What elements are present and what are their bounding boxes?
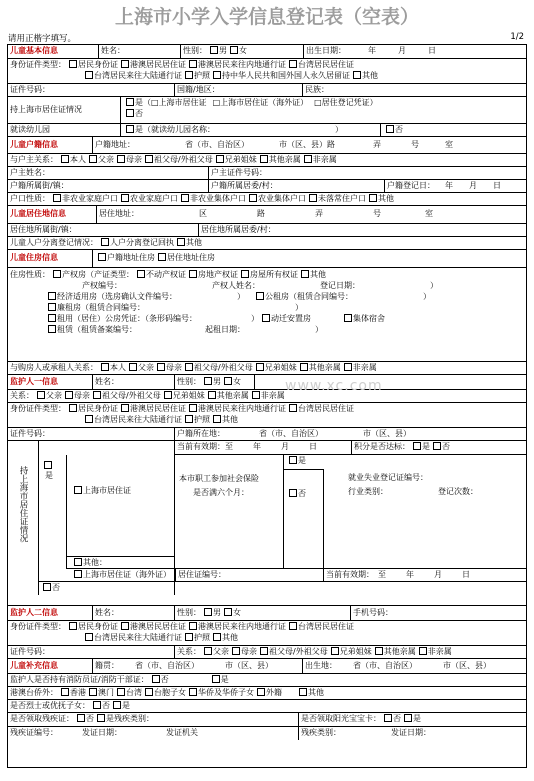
- g1-relation-checkbox[interactable]: [252, 391, 260, 399]
- hukou-nature-row: 户口性质： 非农业家庭户口 农业家庭户口 非农业集体户口 农业集体户口 未落常住户口 其他: [8, 192, 526, 205]
- relation-checkbox[interactable]: [117, 155, 125, 163]
- house-nature-checkbox[interactable]: [48, 292, 56, 300]
- nature-checkbox[interactable]: [249, 194, 257, 202]
- buyer-checkbox[interactable]: [129, 363, 137, 371]
- g2-id-number-label: 证件号码：: [10, 647, 50, 656]
- buyer-checkbox[interactable]: [157, 363, 165, 371]
- g2-name-label: 姓名：: [92, 606, 174, 620]
- kindergarten-label: 就读幼儿园: [10, 125, 50, 134]
- g1-relation-checkbox[interactable]: [65, 391, 73, 399]
- g1-id-type-checkbox[interactable]: [85, 415, 93, 423]
- house-nature-checkbox[interactable]: [262, 314, 270, 322]
- g2-phone-label: 手机号码：: [350, 606, 526, 620]
- g2-relation-checkbox[interactable]: [260, 647, 268, 655]
- fire-no-checkbox[interactable]: [152, 675, 160, 683]
- buyer-checkbox[interactable]: [185, 363, 193, 371]
- child-female-checkbox[interactable]: [230, 46, 238, 54]
- g1-relation-checkbox[interactable]: [208, 391, 216, 399]
- g1-permit-other-checkbox[interactable]: [74, 558, 82, 566]
- child-gender-label: 性别：: [183, 46, 207, 55]
- nature-checkbox[interactable]: [181, 194, 189, 202]
- nature-checkbox[interactable]: [309, 194, 317, 202]
- instruction-text: 请用正楷字填写。: [8, 34, 77, 44]
- kindergarten-no-checkbox[interactable]: [386, 125, 394, 133]
- house-nature-checkbox[interactable]: [53, 270, 61, 278]
- g1-permit-yes-checkbox[interactable]: [44, 461, 52, 469]
- g1-permit-vertical-label: 持上海市居住证情况: [18, 466, 28, 543]
- martyr-yes-checkbox[interactable]: [113, 701, 121, 709]
- g2-id-type-row: 身份证件类型： 居民身份证 港澳居民居住证 港澳居民来往内地通行证 台湾居民居住证 台湾居民来往大陆通行证 护照 其他: [8, 620, 526, 645]
- extra-origin-row: 儿童补充信息 籍贯： 省（市、自治区） 市（区、县） 出生地： 省（市、自治区） 市（区、县）: [8, 658, 526, 673]
- residence-yes-checkbox[interactable]: [126, 98, 134, 106]
- g2-female-checkbox[interactable]: [224, 608, 232, 616]
- child-male-checkbox[interactable]: [210, 46, 218, 54]
- g2-relation-checkbox[interactable]: [375, 647, 383, 655]
- hk-checkbox[interactable]: [61, 688, 69, 696]
- g2-male-checkbox[interactable]: [204, 608, 212, 616]
- buyer-checkbox[interactable]: [101, 363, 109, 371]
- id-type-checkbox[interactable]: [69, 60, 77, 68]
- g2-id-type-checkbox[interactable]: [213, 633, 221, 641]
- sunshine-yes-checkbox[interactable]: [404, 714, 412, 722]
- section-guardian-2: 监护人二信息: [10, 608, 58, 617]
- live-address-row: 儿童居住地信息 居住地址： 区 路 弄 号 室: [8, 205, 526, 223]
- page-number: 1/2: [510, 32, 524, 42]
- id-type-checkbox[interactable]: [85, 71, 93, 79]
- kindergarten-row: 就读幼儿园 是（就读幼儿园名称： ） 否: [8, 123, 526, 136]
- disability-no-checkbox[interactable]: [77, 714, 85, 722]
- house-type-checkbox[interactable]: [158, 253, 166, 261]
- house-nature-checkbox[interactable]: [48, 303, 56, 311]
- child-residence-row: 持上海市居住证情况 是（□上海市居住证 □上海市居住证（海外证） □居住登记凭证） 否: [8, 96, 526, 123]
- live-street-row: [8, 223, 526, 236]
- g2-relation-checkbox[interactable]: [419, 647, 427, 655]
- g1-points-yes-checkbox[interactable]: [413, 442, 421, 450]
- hukou-owner-row: [8, 166, 526, 179]
- child-id-no-row: [8, 83, 526, 96]
- g1-id-type-checkbox[interactable]: [289, 404, 297, 412]
- g1-permit-block: 持上海市居住证情况 是 上海市居住证 当前有效期：至 年 月 日 积分是否达标： 是 否 本市职工参加社会保险 是否满六个月： 是 否 就业失业登记证编号： 行业类别： 登记次数： 上海市居住证（海外证） 居住证编号： 当前有效期： 至 年 月 日 其他： 否: [8, 440, 526, 595]
- g2-id-type-checkbox[interactable]: [69, 622, 77, 630]
- section-residence: 儿童居住地信息: [10, 209, 66, 218]
- hk-checkbox[interactable]: [89, 688, 97, 696]
- deed-type-checkbox[interactable]: [137, 270, 145, 278]
- g1-name-label: 姓名：: [92, 375, 174, 389]
- owner-name-label: 户主姓名：: [10, 168, 50, 177]
- id-type-checkbox[interactable]: [189, 60, 197, 68]
- g2-id-type-checkbox[interactable]: [85, 633, 93, 641]
- page-title: 上海市小学入学信息登记表（空表）: [114, 6, 419, 28]
- g1-id-type-checkbox[interactable]: [121, 404, 129, 412]
- live-committee-label: 居住地所属居委/村：: [198, 224, 526, 236]
- residence-permit-label: 持上海市居住证情况: [10, 105, 82, 114]
- buyer-checkbox[interactable]: [256, 363, 264, 371]
- section-housing: 儿童住房信息: [10, 253, 58, 262]
- g1-name-row: 监护人一信息 姓名： 性别： 男 女: [8, 374, 526, 389]
- id-type-label: 身份证件类型：: [10, 60, 66, 69]
- deed-type-checkbox[interactable]: [301, 270, 309, 278]
- child-id-type-row: 身份证件类型： 居民身份证 港澳居民居住证 港澳居民来往内地通行证 台湾居民居住证 台湾居民来往大陆通行证 护照 持中华人民共和国外国人永久居留证 其他: [8, 58, 526, 83]
- separate-checkbox[interactable]: [177, 238, 185, 246]
- section-child-basic: 儿童基本信息: [10, 46, 58, 55]
- birth-date-label: 出生日期：: [306, 46, 346, 55]
- hk-checkbox[interactable]: [117, 688, 125, 696]
- g1-relation-checkbox[interactable]: [37, 391, 45, 399]
- house-type-checkbox[interactable]: [98, 253, 106, 261]
- g2-id-type-checkbox[interactable]: [185, 633, 193, 641]
- house-nature-checkbox[interactable]: [48, 325, 56, 333]
- hukou-street-label: 户籍所属街/镇：: [10, 181, 69, 190]
- hukou-address-row: 儿童户籍信息 户籍地址： 省（市、自治区） 市（区、县）路 弄 号 室: [8, 136, 526, 153]
- g1-social-yes-checkbox[interactable]: [289, 456, 297, 464]
- buyer-checkbox[interactable]: [344, 363, 352, 371]
- g2-relation-checkbox[interactable]: [204, 647, 212, 655]
- g1-permit-overseas-checkbox[interactable]: [74, 570, 82, 578]
- martyr-no-checkbox[interactable]: [93, 701, 101, 709]
- relation-checkbox[interactable]: [216, 155, 224, 163]
- relation-checkbox[interactable]: [145, 155, 153, 163]
- relation-checkbox[interactable]: [89, 155, 97, 163]
- extra-hk-row: 港澳台侨外： 香港 澳门 台湾 台胞子女 华侨及华侨子女 外籍 其他: [8, 686, 526, 699]
- hk-checkbox[interactable]: [257, 688, 265, 696]
- g1-id-type-checkbox[interactable]: [185, 415, 193, 423]
- section-extra: 儿童补充信息: [10, 661, 58, 670]
- deed-type-checkbox[interactable]: [241, 270, 249, 278]
- hk-checkbox[interactable]: [145, 688, 153, 696]
- nature-checkbox[interactable]: [53, 194, 61, 202]
- watermark: www.xc.com: [285, 378, 383, 394]
- id-type-checkbox[interactable]: [121, 60, 129, 68]
- house-nature-checkbox[interactable]: [344, 314, 352, 322]
- registration-form: [7, 44, 527, 768]
- nature-checkbox[interactable]: [121, 194, 129, 202]
- g1-relation-checkbox[interactable]: [93, 391, 101, 399]
- child-name-row: 儿童基本信息 姓名： 性别： 男 女 出生日期： 年 月 日: [8, 45, 526, 58]
- child-name-label: 姓名：: [101, 46, 125, 55]
- house-detail-row: 住房性质： 产权房（产证类型： 不动产权证 房地产权证 房屋所有权证 其他 产权编号： 产权人姓名： 登记日期： ） 经济适用房（选房确认文件编号： ） 公租房（租赁合同编号： ） 廉租房（租赁合同编号： ） 租用（居住）公房凭证：（条形码编号： ） 动迁安置房 集体宿舍 租赁（租赁备案编号： 起租日期： ）: [8, 267, 526, 361]
- nature-checkbox[interactable]: [369, 194, 377, 202]
- buyer-checkbox[interactable]: [300, 363, 308, 371]
- g2-name-row: 监护人二信息 姓名： 性别： 男 女 手机号码：: [8, 605, 526, 620]
- hk-checkbox[interactable]: [299, 688, 307, 696]
- g1-id-type-checkbox[interactable]: [69, 404, 77, 412]
- sunshine-no-checkbox[interactable]: [384, 714, 392, 722]
- g1-id-type-row: 身份证件类型： 居民身份证 港澳居民居住证 港澳居民来往内地通行证 台湾居民居住证 台湾居民来往大陆通行证 护照 其他: [8, 402, 526, 427]
- house-nature-checkbox[interactable]: [48, 314, 56, 322]
- id-number-label: 证件号码：: [10, 85, 50, 94]
- relation-checkbox[interactable]: [61, 155, 69, 163]
- g2-id-type-checkbox[interactable]: [289, 622, 297, 630]
- extra-martyr-row: 是否烈士或优抚子女： 否 是: [8, 699, 526, 712]
- g1-relation-row: 关系： 父亲 母亲 祖父母/外祖父母 兄弟姐妹 其他亲属 非亲属: [8, 389, 526, 402]
- extra-disability-no-row: 残疾证编号： 发证日期： 发证机关 残疾类别： 发证日期：: [8, 726, 526, 740]
- g1-permit-no-checkbox[interactable]: [43, 583, 51, 591]
- relation-checkbox[interactable]: [260, 155, 268, 163]
- live-street-label: 居住地所属街/镇：: [10, 225, 77, 234]
- g2-id-type-checkbox[interactable]: [189, 622, 197, 630]
- nationality-label: 国籍/地区：: [174, 84, 302, 96]
- ethnicity-label: 民族：: [302, 84, 526, 96]
- hukou-relation-row: 与户主关系： 本人 父亲 母亲 祖父母/外祖父母 兄弟姐妹 其他亲属 非亲属: [8, 153, 526, 166]
- id-type-checkbox[interactable]: [353, 71, 361, 79]
- house-header-row: 儿童住房信息 户籍地址住房 居住地址住房: [8, 249, 526, 267]
- hukou-committee-label: 户籍所属居委/村：: [208, 180, 384, 192]
- g1-permit-sh-checkbox[interactable]: [74, 486, 82, 494]
- relation-checkbox[interactable]: [304, 155, 312, 163]
- id-type-checkbox[interactable]: [289, 60, 297, 68]
- g1-id-type-checkbox[interactable]: [213, 415, 221, 423]
- g1-id-type-checkbox[interactable]: [189, 404, 197, 412]
- section-guardian-1: 监护人一信息: [10, 377, 58, 386]
- g2-id-no-row: 证件号码： 关系： 父亲 母亲 祖父母/外祖父母 兄弟姐妹 其他亲属 非亲属: [8, 645, 526, 658]
- fire-yes-checkbox[interactable]: [212, 675, 220, 683]
- extra-fire-row: 监护人是否持有消防员证/消防干部证： 否 是: [8, 673, 526, 686]
- hukou-street-row: 户籍所属街/镇： 户籍所属居委/村： 户籍登记日： 年 月 日: [8, 179, 526, 192]
- kindergarten-yes-checkbox[interactable]: [126, 125, 134, 133]
- g1-relation-checkbox[interactable]: [164, 391, 172, 399]
- g2-relation-checkbox[interactable]: [331, 647, 339, 655]
- g1-id-no-row: 证件号码： 户籍所在地： 省（市、自治区） 市（区、县）: [8, 427, 526, 440]
- g1-male-checkbox[interactable]: [204, 377, 212, 385]
- house-buyer-row: 与购房人或承租人关系： 本人 父亲 母亲 祖父母/外祖父母 兄弟姐妹 其他亲属 非亲属: [8, 361, 526, 374]
- hk-checkbox[interactable]: [189, 688, 197, 696]
- deed-type-checkbox[interactable]: [189, 270, 197, 278]
- g1-female-checkbox[interactable]: [224, 377, 232, 385]
- g1-social-no-checkbox[interactable]: [289, 489, 297, 497]
- disability-yes-checkbox[interactable]: [97, 714, 105, 722]
- id-type-checkbox[interactable]: [185, 71, 193, 79]
- g2-id-type-checkbox[interactable]: [121, 622, 129, 630]
- section-hukou: 儿童户籍信息: [10, 140, 58, 149]
- id-type-checkbox[interactable]: [213, 71, 221, 79]
- owner-id-label: 户主证件号码：: [208, 167, 526, 179]
- residence-no-checkbox[interactable]: [126, 109, 134, 117]
- g1-id-number-label: 证件号码：: [10, 429, 50, 438]
- house-nature-checkbox[interactable]: [256, 292, 264, 300]
- g2-relation-checkbox[interactable]: [232, 647, 240, 655]
- live-separate-row: 儿童人户分离登记情况： 人户分离登记回执 其他: [8, 236, 526, 249]
- separate-checkbox[interactable]: [101, 238, 109, 246]
- g1-points-no-checkbox[interactable]: [433, 442, 441, 450]
- extra-disability-row: 是否领取残疾证： 否 是残疾类别： 是否领取阳光宝宝卡： 否 是: [8, 712, 526, 726]
